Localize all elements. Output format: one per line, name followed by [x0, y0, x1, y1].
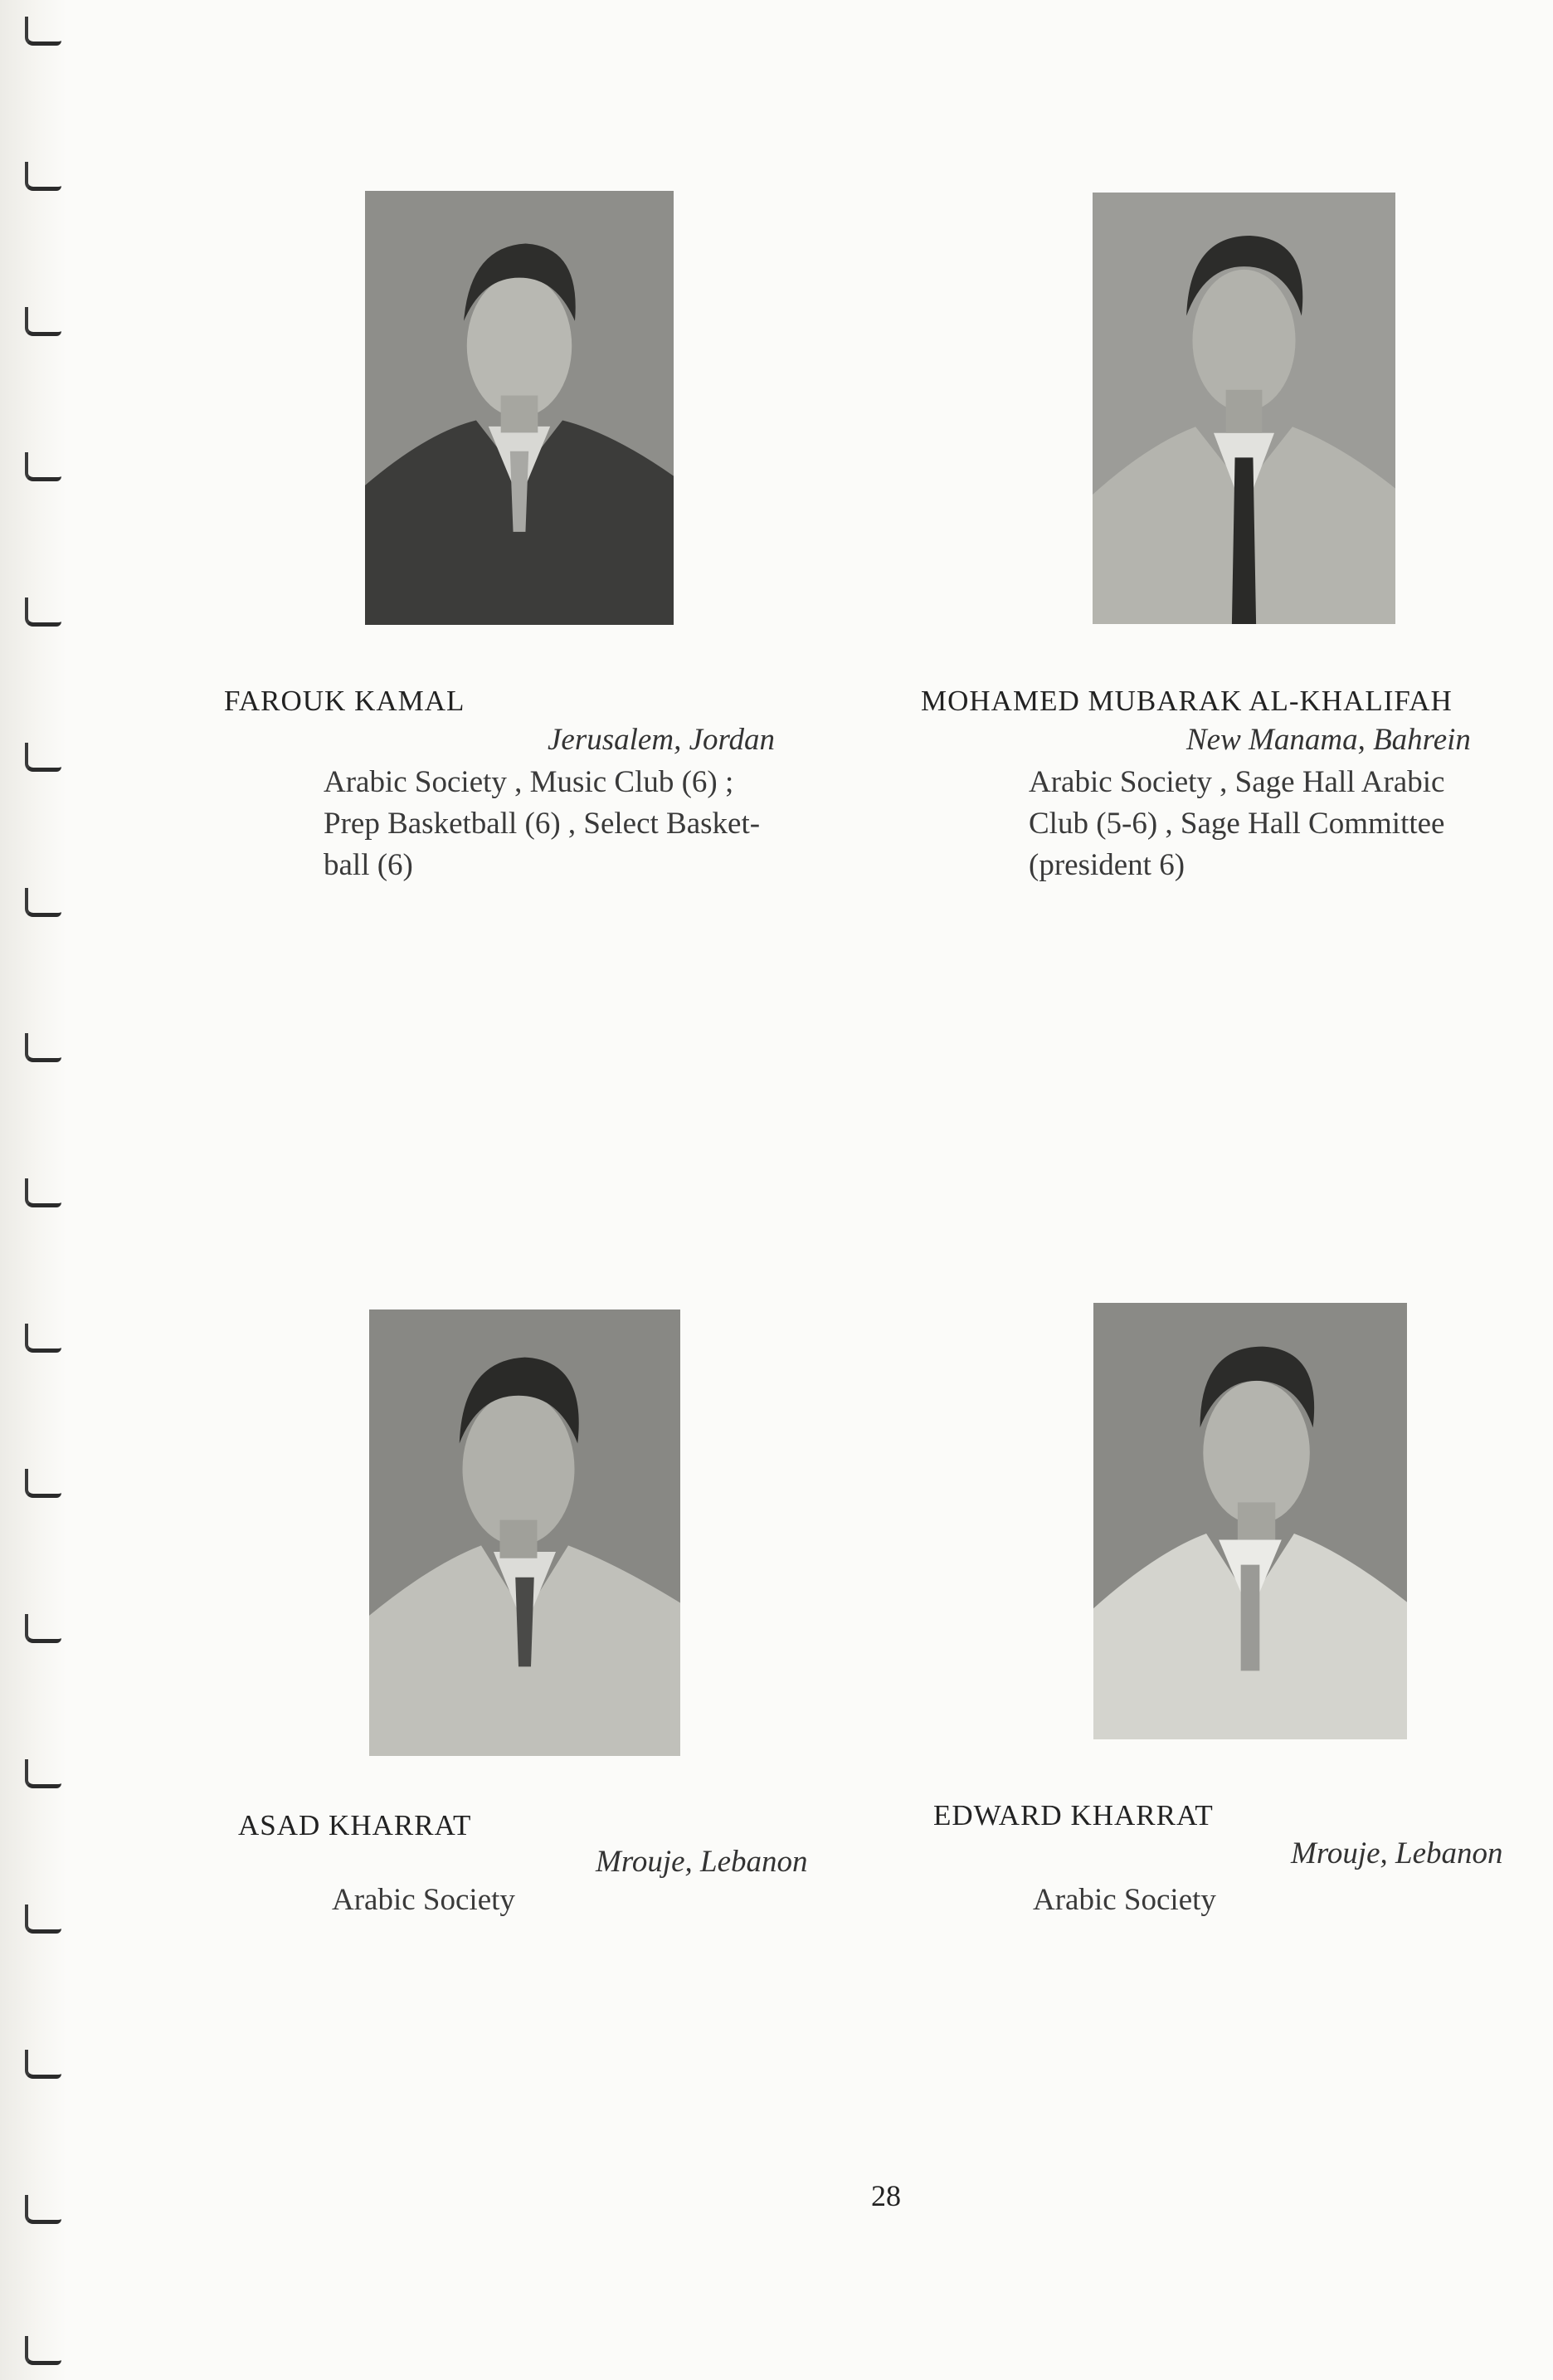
student-activities [1029, 762, 1553, 886]
portrait-photo-asad-kharrat [369, 1309, 680, 1756]
binding-ring [25, 1614, 61, 1643]
student-hometown: Jerusalem, Jordan [548, 723, 776, 757]
student-hometown: Mrouje, Lebanon [1291, 1836, 1503, 1870]
portrait-icon [1093, 1303, 1407, 1739]
student-name: EDWARD KHARRAT [933, 1799, 1214, 1831]
activity-line: Arabic Society , Sage Hall Arabic [1029, 765, 1445, 799]
student-name: FAROUK KAMAL [224, 685, 465, 717]
binding-ring [25, 2336, 61, 2365]
portrait-photo-edward-kharrat [1093, 1303, 1407, 1739]
binding-ring [25, 307, 61, 336]
activity-line: ball (6) [324, 848, 413, 882]
student-hometown: Mrouje, Lebanon [596, 1845, 808, 1879]
portrait-photo-farouk-kamal [365, 191, 674, 625]
activity-line: Club (5-6) , Sage Hall Committee [1029, 807, 1445, 841]
activity-line: Arabic Society , Music Club (6) ; [324, 765, 734, 799]
binding-ring [25, 17, 61, 46]
activity-line: Prep Basketball (6) , Select Basket- [324, 807, 761, 841]
portrait-icon [1093, 193, 1395, 624]
binding-ring [25, 1324, 61, 1353]
binding-ring [25, 452, 61, 481]
portrait-icon [365, 191, 674, 625]
student-hometown: New Manama, Bahrein [1186, 723, 1471, 757]
binding-ring [25, 1904, 61, 1934]
binding-ring [25, 888, 61, 917]
binding-ring [25, 2050, 61, 2079]
spiral-binding [0, 0, 66, 2380]
student-activities [332, 1880, 664, 1921]
binding-ring [25, 1759, 61, 1788]
student-name: MOHAMED MUBARAK AL-KHALIFAH [921, 685, 1453, 717]
binding-ring [25, 597, 61, 627]
activity-line: Arabic Society [332, 1883, 515, 1917]
binding-ring [25, 2195, 61, 2224]
portrait-photo-mohamed-mubarak-al-khalifah [1093, 193, 1395, 624]
binding-ring [25, 1033, 61, 1062]
binding-ring [25, 162, 61, 191]
portrait-icon [369, 1309, 680, 1756]
binding-ring [25, 743, 61, 772]
activity-line: Arabic Society [1033, 1883, 1216, 1917]
activity-line: (president 6) [1029, 848, 1185, 882]
student-activities [1033, 1880, 1365, 1921]
student-activities [324, 762, 854, 886]
binding-ring [25, 1469, 61, 1498]
page-number: 28 [871, 2179, 901, 2212]
binding-ring [25, 1178, 61, 1207]
student-name: ASAD KHARRAT [238, 1809, 472, 1841]
